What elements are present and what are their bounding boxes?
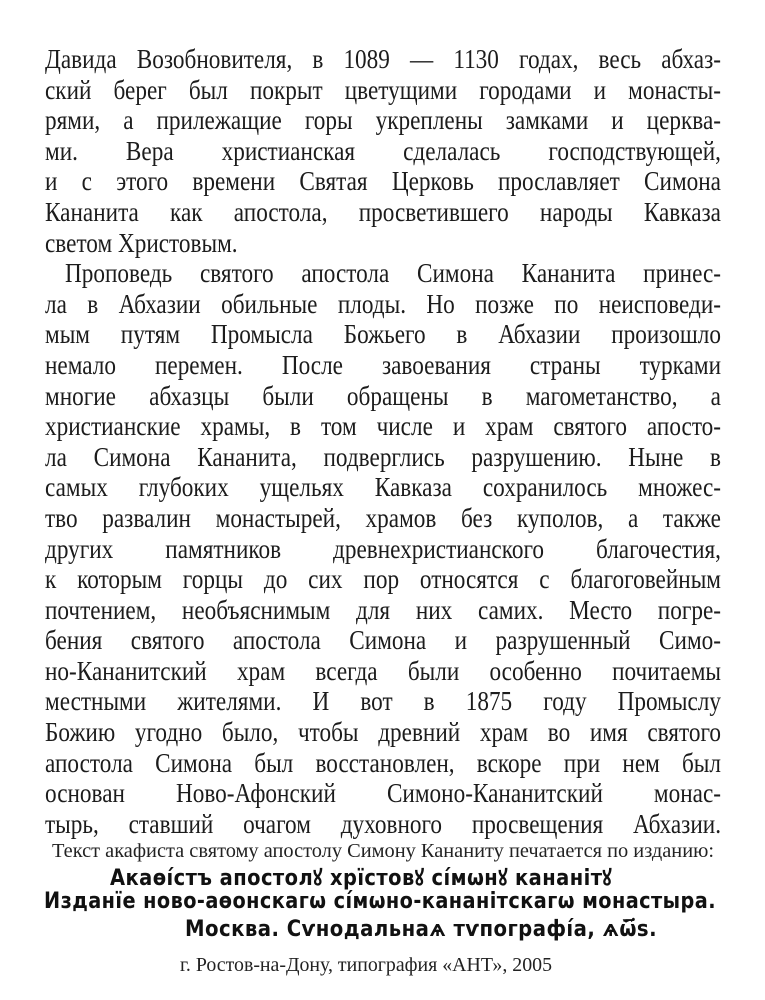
text-line: бения святого апостола Симона и разрушенный Симо- xyxy=(45,625,721,656)
text-line: светом Христовым. xyxy=(45,227,238,258)
text-line: местными жителями. И вот в 1875 году Промыслу xyxy=(45,686,721,717)
text-line: Божию угодно было, чтобы древний храм во имя святого xyxy=(45,717,721,748)
body-text xyxy=(45,44,721,839)
paragraph-start-line: Проповедь святого апостола Симона Кананита принес- xyxy=(65,258,721,289)
text-line: Давида Возобновителя, в 1089 — 1130 годах, весь абхаз- xyxy=(45,44,721,74)
text-line: христианские храмы, в том числе и храм святого апосто- xyxy=(45,411,721,442)
text-line: и с этого времени Святая Церковь прославляет Симона xyxy=(45,166,721,197)
slavonic-edition-line: Изданїе ново-аѳонскагѡ сі́мѡно-кананітскагѡ монастыра. xyxy=(44,889,716,914)
source-caption: Текст акафиста святому апостолу Симону Кананиту печатается по изданию: xyxy=(52,840,714,862)
slavonic-imprint-line: Москва. Сѵнодальнаѧ тѵпографі́а, ѧѿ҃ѕ. xyxy=(185,917,657,942)
text-line: самых глубоких ущельях Кавказа сохранилось множес- xyxy=(45,472,721,503)
text-line: основан Ново-Афонский Симоно-Кананитский монас- xyxy=(45,778,721,809)
text-line: почтением, необъяснимым для них самих. Место погре- xyxy=(45,594,721,625)
text-line: тырь, ставший очагом духовного просвещения Абхазии. xyxy=(45,808,721,839)
text-line: но-Кананитский храм всегда были особенно почитаемы xyxy=(45,655,721,686)
text-line: других памятников древнехристианского благочестия, xyxy=(45,533,721,564)
text-line: немало перемен. После завоевания страны турками xyxy=(45,349,721,380)
text-line: тво развалин монастырей, храмов без куполов, а также xyxy=(45,502,721,533)
text-line: Кананита как апостола, просветившего народы Кавказа xyxy=(45,196,721,227)
text-line: рями, а прилежащие горы укреплены замками и церква- xyxy=(45,105,721,136)
text-line: апостола Симона был восстановлен, вскоре при нем был xyxy=(45,747,721,778)
printing-footer: г. Ростов-на-Дону, типография «АНТ», 2005 xyxy=(180,954,552,976)
text-line: к которым горцы до сих пор относятся с благоговейным xyxy=(45,564,721,595)
slavonic-title-line: Акаѳі́стъ апостолꙋ хрїстовꙋ сі́мѡнꙋ кананітꙋ xyxy=(110,866,612,891)
text-line: мым путям Промысла Божьего в Абхазии произошло xyxy=(45,319,721,350)
text-line: ла в Абхазии обильные плоды. Но позже по неисповеди- xyxy=(45,288,721,319)
text-line: ла Симона Кананита, подверглись разрушению. Ныне в xyxy=(45,441,721,472)
text-line: ми. Вера христианская сделалась господствующей, xyxy=(45,135,721,166)
text-line: ский берег был покрыт цветущими городами и монасты- xyxy=(45,74,721,105)
text-line: многие абхазцы были обращены в магометанство, а xyxy=(45,380,721,411)
